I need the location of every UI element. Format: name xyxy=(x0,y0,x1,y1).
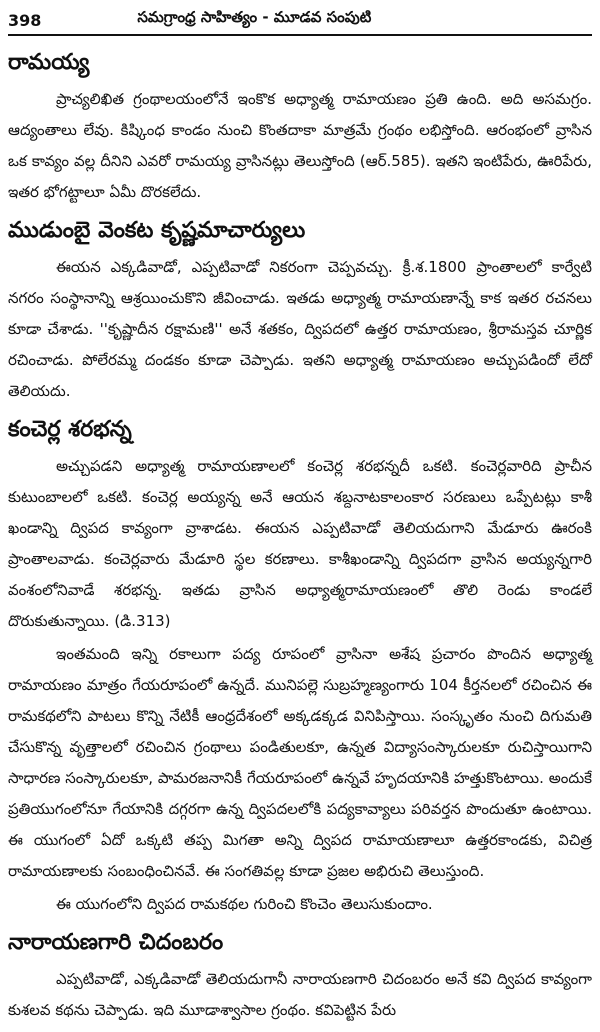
section-heading: రామయ్య xyxy=(8,50,90,75)
running-title: సమగ్రాంధ్ర సాహిత్యం - మూడవ సంపుటి xyxy=(137,8,372,26)
paragraph: అచ్చుపడని అధ్యాత్మ రామాయణాలలో కంచెర్ల శరభన్నదీ ఒకటి. కంచెర్లవారిది ప్రాచీన కుటుంబాలలో ఒకటి. కంచెర్ల అయ్యన్న అనే ఆయన శబ్దనాటకాలంకార సరణులు ఒప్పేటట్లు కాశీ ఖండాన్ని ద్విపద కావ్యంగా వ్రాశాడట. ఈయన ఎప్పటివాడో తెలియదుగాని మేడూరు ఊరంకి ప్రాంతాలవాడు. కంచెర్లవారు మేడూరి స్థల కరణాలు. కాశీఖండాన్ని ద్విపదగా వ్రాసిన అయ్యన్నగారి వంశంలోనివాడే శరభన్న. ఇతడు వ్రాసిన అధ్యాత్మరామాయణంలో తొలి రెండు కాండలే దొరుకుతున్నాయి. (డి.313) xyxy=(8,457,592,630)
section-kancherla xyxy=(8,413,592,920)
page-number: 398 xyxy=(8,11,42,30)
page-header xyxy=(8,0,592,36)
section-heading: నారాయణగారి చిదంబరం xyxy=(8,930,224,955)
section-mudumbai xyxy=(8,214,592,407)
paragraph: ఈయన ఎక్కడివాడో, ఎప్పటివాడో నికరంగా చెప్పవచ్చు. క్రీ.శ.1800 ప్రాంతాలలో కార్వేటి నగరం సంస్థానాన్ని ఆశ్రయించుకొని జీవించాడు. ఇతడు అధ్యాత్మ రామాయణాన్నే కాక ఇతర రచనలు కూడా చేశాడు. ''కృష్ణాదీన రక్షామణి'' అనే శతకం, ద్విపదలో ఉత్తర రామాయణం, శ్రీరామస్తవ చూర్ణిక రచించాడు. పోలేరమ్మ దండకం కూడా చెప్పాడు. ఇతని అధ్యాత్మ రామాయణం అచ్చుపడిందో లేదో తెలియదు. xyxy=(8,258,592,400)
section-ramayya xyxy=(8,46,592,208)
paragraph: ఎప్పటివాడో, ఎక్కడివాడో తెలియదుగానీ నారాయణగారి చిదంబరం అనే కవి ద్విపద కావ్యంగా కుశలవ కథను చెప్పాడు. ఇది మూడాశ్వాసాల గ్రంథం. కవిపెట్టిన పేరు xyxy=(8,970,592,1019)
page-content xyxy=(8,46,592,1032)
paragraph: ప్రాచ్యలిఖిత గ్రంథాలయంలోనే ఇంకొక అధ్యాత్మ రామాయణం ప్రతి ఉంది. అది అసమగ్రం. ఆద్యంతాలు లేవు. కిష్కింధ కాండం నుంచి కొంతదాకా మాత్రమే గ్రంథం లభిస్తోంది. ఆరంభంలో వ్రాసిన ఒక కావ్యం వల్ల దీనిని ఎవరో రామయ్య వ్రాసినట్లు తెలుస్తోంది (ఆర్.585). ఇతని ఇంటిపేరు, ఊరిపేరు, ఇతర భోగట్టాలూ ఏమీ దొరకలేదు. xyxy=(8,90,592,201)
section-narayanagari xyxy=(8,926,592,1026)
paragraph: ఈ యుగంలోని ద్విపద రామకథల గురించి కొంచెం తెలుసుకుందాం. xyxy=(56,895,433,913)
section-heading: ముడుంబై వెంకట కృష్ణమాచార్యులు xyxy=(8,218,306,243)
section-heading: కంచెర్ల శరభన్న xyxy=(8,417,132,442)
paragraph: ఇంతమంది ఇన్ని రకాలుగా పద్య రూపంలో వ్రాసినా అశేష ప్రచారం పొందిన అధ్యాత్మ రామాయణం మాత్రం గేయరూపంలో ఉన్నదే. మునిపల్లె సుబ్రహ్మణ్యంగారు 104 కీర్తనలలో రచించిన ఈ రామకథలోని పాటలు కొన్ని నేటికీ ఆంధ్రదేశంలో అక్కడక్కడ వినిపిస్తాయి. సంస్కృతం నుంచి దిగుమతి చేసుకొన్న వృత్తాలలో రచించిన గ్రంథాలు పండితులకూ, ఉన్నత విద్యాసంస్కారులకూ రుచిస్తాయిగాని సాధారణ సంస్కారులకూ, పామరజనానికీ గేయరూపంలో ఉన్నవే హృదయానికి హత్తుకొంటాయి. అందుకే ప్రతియుగంలోనూ గేయానికి దగ్గరగా ఉన్న ద్విపదలలోకి పద్యకావ్యాలు పరివర్తన పొందుతూ ఉంటాయి. ఈ యుగంలో ఏదో ఒక్కటి తప్ప మిగతా అన్ని ద్విపద రామాయణాలూ ఉత్తరకాండకు, విచిత్ర రామాయణాలకు సంబంధించినవే. ఈ సంగతివల్ల కూడా ప్రజల అభిరుచి తెలుస్తుంది. xyxy=(8,645,592,880)
